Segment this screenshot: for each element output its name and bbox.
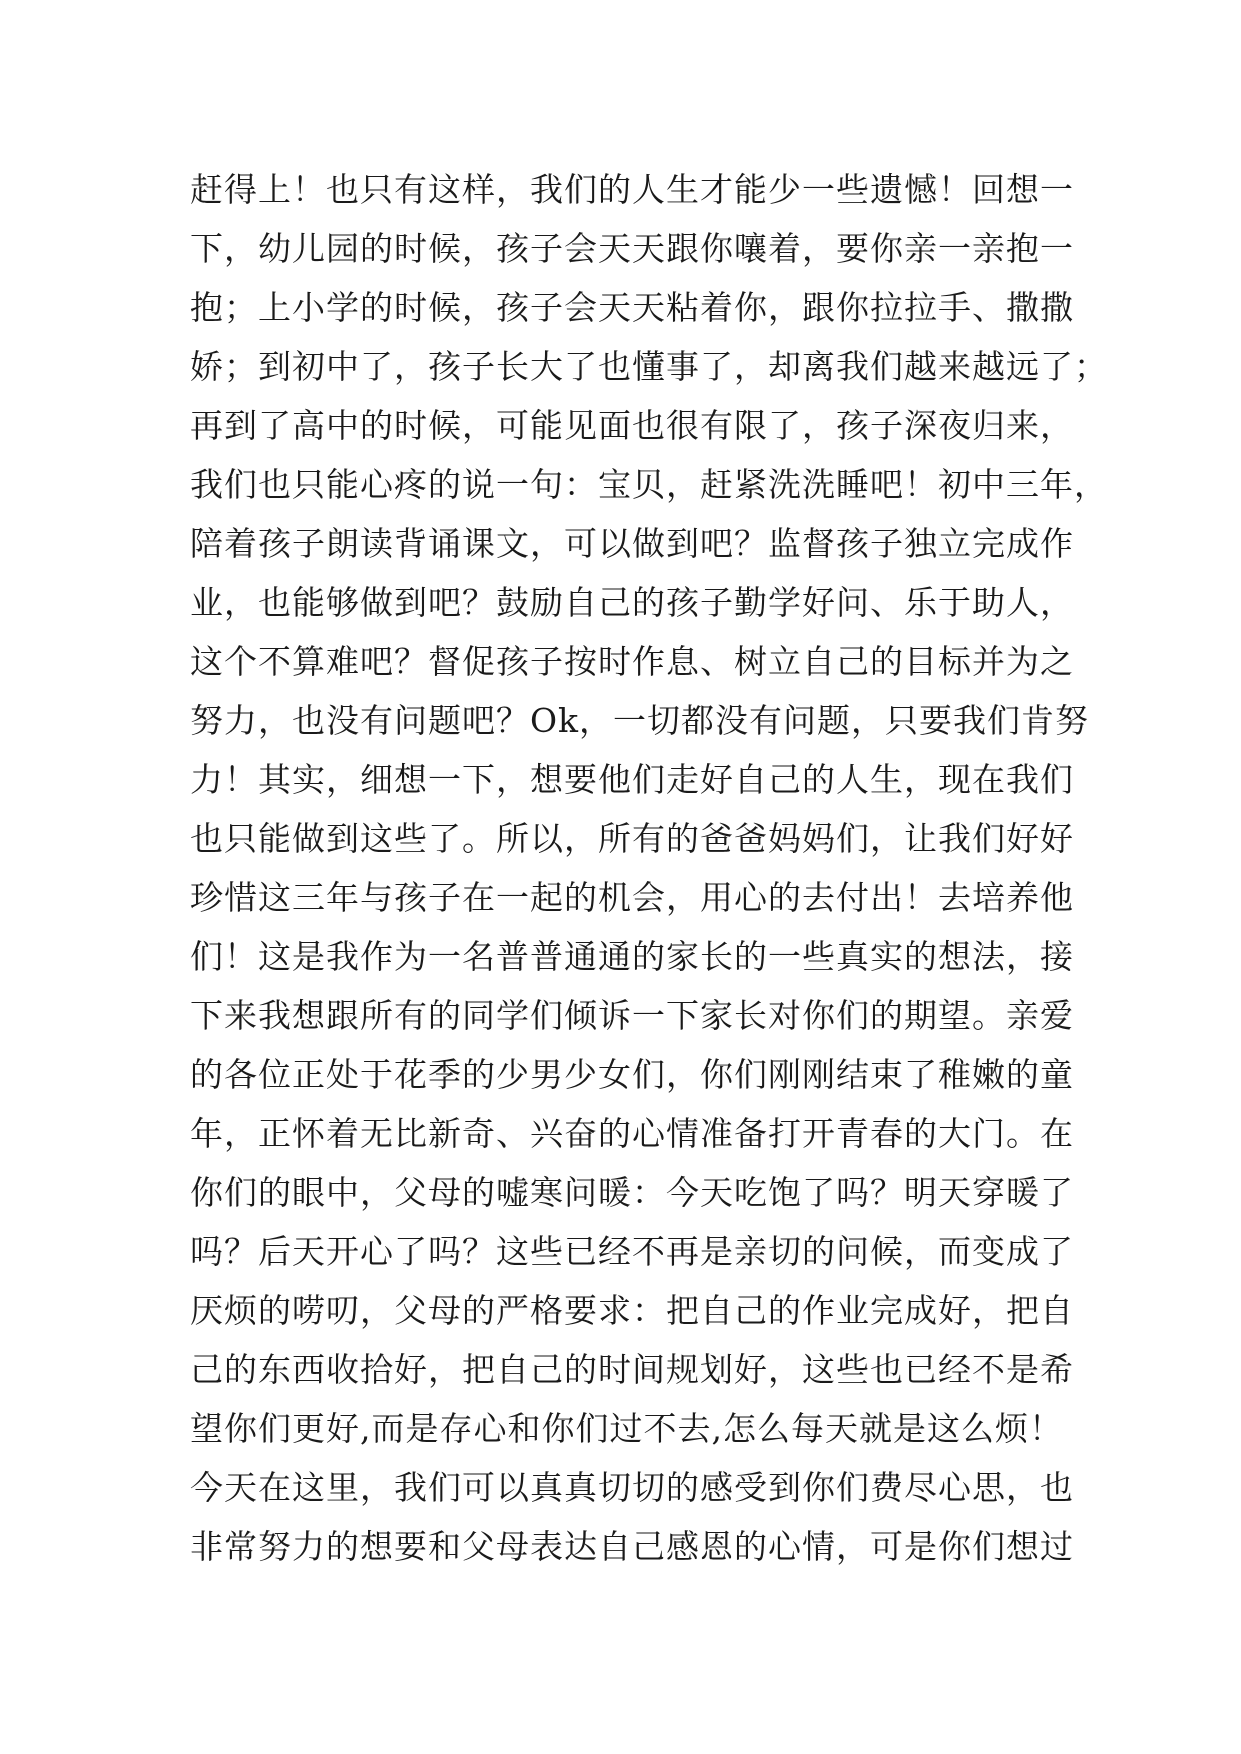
text-line-21: 己的东西收拾好，把自己的时间规划好，这些也已经不是希 [190, 1350, 1074, 1389]
text-line-6: 我们也只能心疼的说一句：宝贝，赶紧洗洗睡吧！初中三年， [190, 465, 1108, 504]
text-line-18: 你们的眼中，父母的嘘寒问暖：今天吃饱了吗？明天穿暖了 [190, 1173, 1074, 1212]
body-text [190, 160, 1108, 1576]
text-line-7: 陪着孩子朗读背诵课文，可以做到吧？监督孩子独立完成作 [190, 524, 1074, 563]
text-line-14: 们！这是我作为一名普普通通的家长的一些真实的想法，接 [190, 937, 1074, 976]
text-line-12: 也只能做到这些了。所以，所有的爸爸妈妈们，让我们好好 [190, 819, 1074, 858]
text-line-3: 抱；上小学的时候，孩子会天天粘着你，跟你拉拉手、撒撒 [190, 288, 1074, 327]
text-line-19: 吗？后天开心了吗？这些已经不再是亲切的问候，而变成了 [190, 1232, 1074, 1271]
text-line-8: 业，也能够做到吧？鼓励自己的孩子勤学好问、乐于助人， [190, 583, 1074, 622]
text-line-11: 力！其实，细想一下，想要他们走好自己的人生，现在我们 [190, 760, 1074, 799]
text-line-9: 这个不算难吧？督促孩子按时作息、树立自己的目标并为之 [190, 642, 1074, 681]
text-line-20: 厌烦的唠叨，父母的严格要求：把自己的作业完成好，把自 [190, 1291, 1074, 1330]
text-line-4: 娇；到初中了，孩子长大了也懂事了，却离我们越来越远了； [190, 347, 1108, 386]
text-line-16: 的各位正处于花季的少男少女们，你们刚刚结束了稚嫩的童 [190, 1055, 1074, 1094]
text-line-1: 赶得上！也只有这样，我们的人生才能少一些遗憾！回想一 [190, 170, 1074, 209]
text-line-23: 今天在这里，我们可以真真切切的感受到你们费尽心思，也 [190, 1468, 1074, 1507]
text-line-15: 下来我想跟所有的同学们倾诉一下家长对你们的期望。亲爱 [190, 996, 1074, 1035]
text-line-24: 非常努力的想要和父母表达自己感恩的心情，可是你们想过 [190, 1527, 1074, 1566]
text-line-13: 珍惜这三年与孩子在一起的机会，用心的去付出！去培养他 [190, 878, 1074, 917]
text-line-2: 下，幼儿园的时候，孩子会天天跟你嚷着，要你亲一亲抱一 [190, 229, 1074, 268]
text-line-22: 望你们更好,而是存心和你们过不去,怎么每天就是这么烦！ [190, 1409, 1063, 1448]
text-line-17: 年，正怀着无比新奇、兴奋的心情准备打开青春的大门。在 [190, 1114, 1074, 1153]
text-line-5: 再到了高中的时候，可能见面也很有限了，孩子深夜归来， [190, 406, 1074, 445]
text-line-10: 努力，也没有问题吧？Ok，一切都没有问题，只要我们肯努 [190, 701, 1090, 740]
